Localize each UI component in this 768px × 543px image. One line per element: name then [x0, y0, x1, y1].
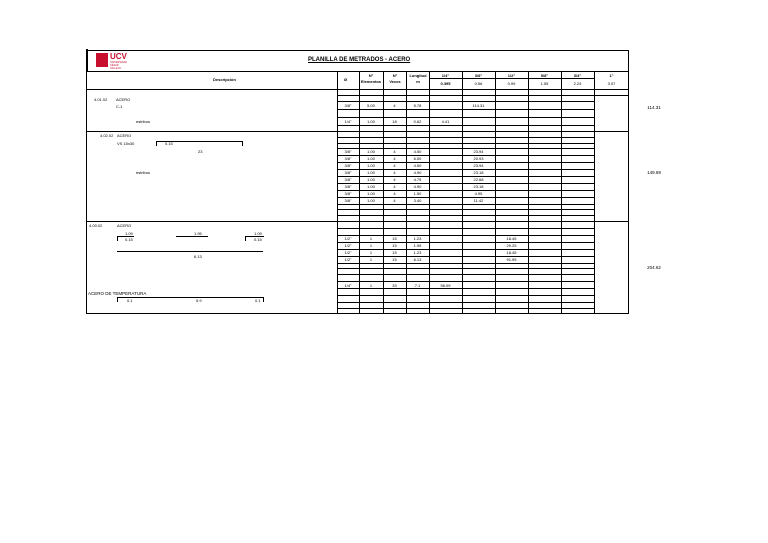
bar-weight: 2.24: [573, 81, 582, 86]
cell-n-elem: 1: [369, 243, 373, 248]
section3-temp-label: ACERO DE TEMPERATURA: [88, 291, 147, 296]
bar-weight: 0.99: [507, 81, 516, 86]
cell-1-2: 29.25: [506, 243, 517, 248]
ucv-logo: [96, 53, 130, 69]
cell-longitud: 6.00: [413, 156, 422, 161]
cell-diam: 3/8": [344, 170, 352, 175]
grid-line: [337, 274, 594, 275]
section2-sub: VS 15x30: [117, 141, 135, 146]
cell-n-veces: 33: [392, 283, 397, 288]
cell-3-8: 23.94: [473, 163, 484, 168]
cell-diam: 3/8": [344, 149, 352, 154]
section3-dim-a: 1.09: [125, 231, 133, 236]
grid-line: [337, 117, 594, 118]
cell-n-elem: 1: [369, 257, 373, 262]
section2-note: estribos: [136, 170, 151, 175]
bar-weight: 0.56: [474, 81, 483, 86]
section3-dim-d: 0.15: [125, 237, 133, 242]
cell-n-veces: 4: [393, 184, 396, 189]
section3-code: 4.03.02: [89, 223, 103, 228]
cell-n-elem: 1.00: [367, 198, 375, 203]
grid-line: [337, 209, 594, 210]
cell-diam: 3/8": [344, 184, 352, 189]
section2-code: 4.02.02: [100, 133, 114, 138]
cell-n-veces: 4: [393, 170, 396, 175]
logo-subtitle: UNIVERSIDAD CÉSAR VALLEJO: [110, 61, 128, 70]
section1-note: estribos: [136, 119, 151, 124]
cell-1-2: 18.45: [506, 250, 517, 255]
temp-rebar: [117, 297, 264, 302]
col-header-n-veces-2: Veces: [389, 79, 401, 84]
cell-longitud: 0.62: [413, 119, 422, 124]
grid-line: [337, 101, 594, 102]
col-header-n-elem: N°: [368, 73, 374, 78]
cell-3-8: 23.18: [473, 184, 484, 189]
cell-n-veces: 18: [392, 119, 397, 124]
col-line: [495, 71, 496, 314]
col-line: [429, 71, 430, 314]
col-header-longitud: Longitud: [409, 73, 427, 78]
grid-line: [337, 308, 594, 309]
cell-diam: 1/2": [344, 250, 352, 255]
total-col-line: [628, 71, 629, 314]
cell-n-veces: 4: [393, 177, 396, 182]
grid-line: [337, 137, 594, 138]
bar-label: 1/4": [441, 73, 450, 78]
cell-n-elem: 1: [369, 236, 373, 241]
section3-dim-c: 1.09: [254, 231, 262, 236]
bar-label: 1/2": [507, 73, 516, 78]
cell-1-2: 18.45: [506, 236, 517, 241]
cell-n-elem: 1.00: [367, 149, 375, 154]
section2-name: ACERO: [117, 133, 132, 138]
section2-total: 149.69: [647, 170, 661, 175]
grid-line: [337, 281, 594, 282]
cell-longitud: 1.95: [413, 243, 422, 248]
section3-total: 204.62: [647, 265, 661, 270]
header-bottom-line: [86, 89, 629, 90]
bar-weight: 0.395: [440, 81, 451, 86]
bar-weight: 1.55: [540, 81, 549, 86]
cell-longitud: 1.23: [413, 250, 422, 255]
bar-weight: 3.97: [607, 81, 616, 86]
section3-dim-f: 6.13: [194, 254, 202, 259]
cell-diam: 3/8": [344, 156, 352, 161]
section3-dim-b: 1.95: [194, 231, 202, 236]
cell-n-veces: 4: [393, 156, 396, 161]
cell-longitud: 1.23: [413, 236, 422, 241]
cell-n-veces: 4: [393, 191, 396, 196]
cell-n-elem: 1: [369, 283, 373, 288]
cell-3-8: 20.93: [473, 156, 484, 161]
cell-3-8: 23.94: [473, 149, 484, 154]
grid-line: [337, 215, 594, 216]
cell-n-veces: 15: [392, 257, 397, 262]
section3-temp-a: 0.1: [127, 298, 133, 303]
grid-line: [337, 204, 594, 205]
cell-longitud: 7.1: [414, 283, 421, 288]
ucv-shield-icon: [96, 53, 108, 67]
cell-diam: 3/8": [344, 198, 352, 203]
beam-sketch-end: [242, 141, 243, 146]
cell-diam: 3/8": [344, 103, 352, 108]
grid-line: [337, 295, 594, 296]
cell-diam: 3/8": [344, 191, 352, 196]
section3-name: ACERO: [117, 223, 132, 228]
cell-3-8: 4.95: [474, 191, 483, 196]
bar-label: 3/4": [573, 73, 582, 78]
cell-n-veces: 15: [392, 243, 397, 248]
cell-n-elem: 1.00: [367, 156, 375, 161]
cell-diam: 1/2": [344, 243, 352, 248]
grid-line: [337, 95, 629, 96]
cell-n-veces: 4: [393, 198, 396, 203]
section3-temp-c: 0.1: [255, 298, 261, 303]
grid-line: [337, 302, 594, 303]
bar-label: 3/8": [474, 73, 483, 78]
col-line: [561, 71, 562, 314]
cell-1-4: 4.41: [441, 119, 450, 124]
col-line: [594, 71, 595, 314]
grid-line: [337, 109, 594, 110]
cell-n-elem: 5.00: [367, 103, 375, 108]
grid-line: [337, 228, 594, 229]
header-top-line: [86, 71, 629, 72]
rebar-mid: [176, 236, 208, 237]
cell-longitud: 1.50: [413, 191, 422, 196]
col-header-descripcion: Descripción: [213, 77, 236, 82]
grid-line: [337, 125, 594, 126]
section-divider: [86, 131, 629, 132]
section1-name: ACERO: [116, 97, 131, 102]
temp-rebar-end: [263, 297, 264, 302]
section1-code: 4.01.02: [94, 97, 108, 102]
bar-label: 1": [609, 73, 614, 78]
logo-text: UCV: [110, 52, 127, 61]
cell-n-elem: 1.00: [367, 191, 375, 196]
cell-longitud: 3.40: [413, 198, 422, 203]
cell-n-veces: 4: [393, 103, 396, 108]
grid-line: [337, 268, 594, 269]
grid-line: [337, 263, 594, 264]
bars-header-split: [429, 78, 594, 79]
cell-3-8: 11.42: [473, 198, 484, 203]
col-header-n-elem-2: Elementos: [360, 79, 382, 84]
cell-1-4: 56.09: [440, 283, 451, 288]
cell-n-elem: 1.00: [367, 163, 375, 168]
section1-sub: C-1: [116, 104, 123, 109]
cell-n-veces: 4: [393, 149, 396, 154]
cell-n-elem: 1.00: [367, 184, 375, 189]
section2-dim2: 23: [198, 149, 203, 154]
section-divider: [86, 221, 629, 222]
col-header-diameter: Ø: [344, 77, 348, 82]
page-title: PLANILLA DE METRADOS - ACERO: [308, 57, 411, 63]
cell-n-elem: 1.00: [367, 119, 375, 124]
cell-longitud: 4.90: [413, 170, 422, 175]
cell-diam: 1/4": [344, 119, 352, 124]
grid-line: [337, 288, 594, 289]
col-header-n-veces: N°: [392, 73, 398, 78]
cell-n-elem: 1.00: [367, 177, 375, 182]
bar-label: 5/8": [540, 73, 549, 78]
section1-total: 114.31: [647, 105, 661, 110]
cell-diam: 1/2": [344, 257, 352, 262]
cell-n-veces: 4: [393, 163, 396, 168]
cell-diam: 3/8": [344, 177, 352, 182]
col-header-longitud-unit: m: [416, 79, 420, 84]
cell-3-8: 22.68: [473, 177, 484, 182]
cell-n-elem: 1.00: [367, 170, 375, 175]
cell-n-veces: 15: [392, 250, 397, 255]
col-line: [528, 71, 529, 314]
cell-diam: 1/2": [344, 236, 352, 241]
cell-1-2: 91.95: [506, 257, 517, 262]
cell-longitud: 6.13: [413, 257, 422, 262]
grid-line: [337, 143, 594, 144]
cell-longitud: 4.50: [413, 149, 422, 154]
cell-longitud: 5.78: [413, 103, 422, 108]
cell-n-elem: 1: [369, 250, 373, 255]
cell-longitud: 4.75: [413, 177, 422, 182]
cell-3-8: 23.18: [473, 170, 484, 175]
rebar-long: [117, 251, 263, 252]
section3-dim-e: 0.15: [254, 237, 262, 242]
section2-dim1: 0.15: [165, 141, 173, 146]
cell-diam: 1/4": [344, 283, 352, 288]
section3-temp-b: 5.9: [196, 298, 202, 303]
cell-longitud: 4.90: [413, 184, 422, 189]
cell-3-8: 114.31: [472, 103, 485, 108]
cell-n-veces: 15: [392, 236, 397, 241]
cell-longitud: 4.50: [413, 163, 422, 168]
cell-diam: 3/8": [344, 163, 352, 168]
